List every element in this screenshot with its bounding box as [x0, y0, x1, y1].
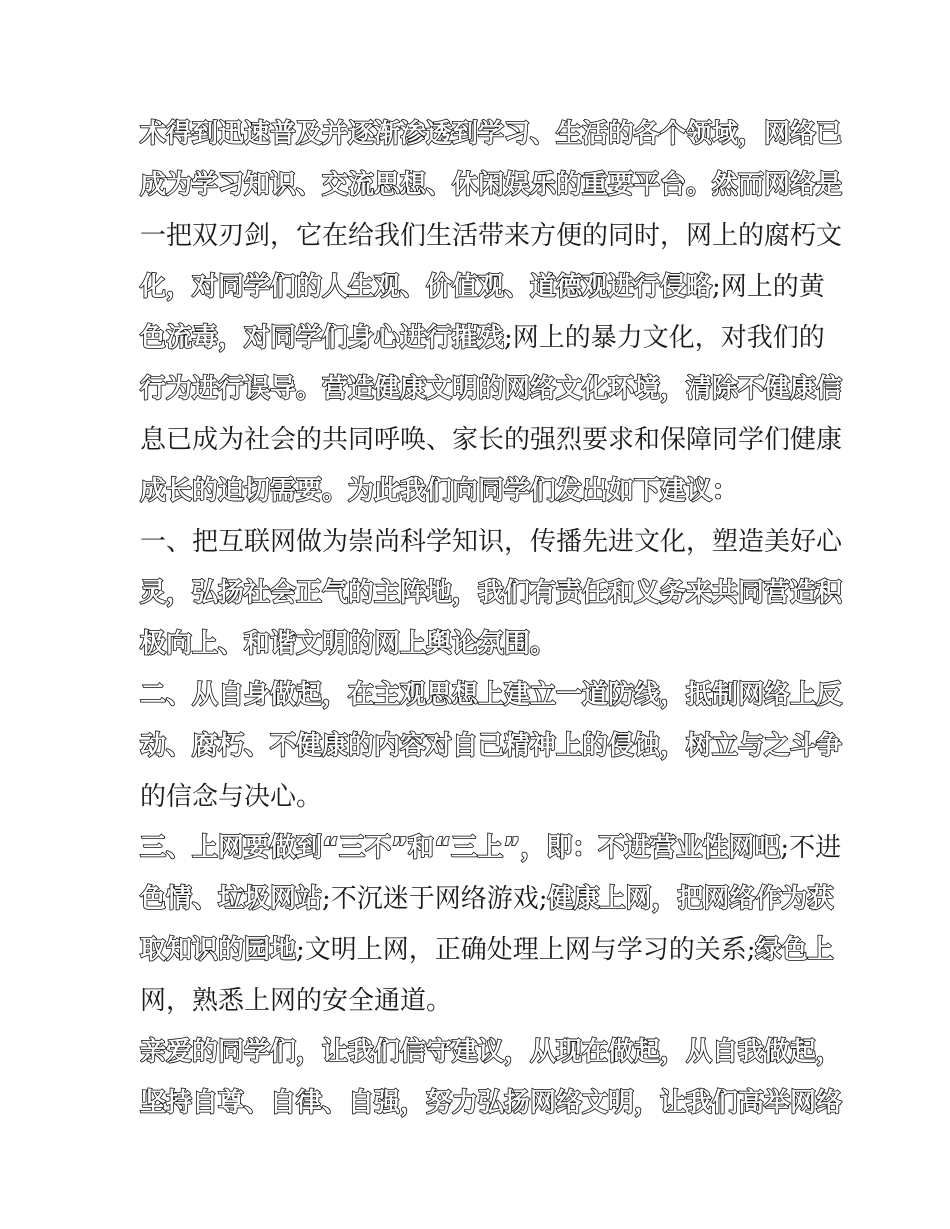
text-segment: ;不沉迷于网络游戏;	[322, 884, 548, 914]
document-body	[140, 109, 843, 1129]
text-segment: ;网上的暴力文化，对我们的	[504, 323, 825, 353]
text-segment: 三、上网要做到“三不”和“三上”，即：不进营业性网吧	[140, 833, 781, 863]
text-line	[140, 721, 843, 772]
text-line	[140, 619, 812, 670]
text-line	[140, 976, 812, 1027]
text-segment: 绿色上	[755, 935, 834, 965]
text-segment: 极向上、和谐文明的网上舆论氛围。	[140, 629, 557, 659]
text-line	[140, 823, 842, 874]
text-line	[140, 262, 825, 313]
text-segment: 化，对同学们的人生观、价值观、道德观进行侵略	[140, 272, 713, 302]
text-line	[140, 670, 843, 721]
text-line	[140, 415, 843, 466]
text-segment: 一把双刃剑，它在给我们生活带来方便的同时，网上的腐朽文	[140, 221, 843, 251]
text-line	[140, 1027, 843, 1078]
text-line	[140, 109, 843, 160]
text-segment: 坚持自尊、自律、自强，努力弘扬网络文明，让我们高举网络	[140, 1088, 843, 1118]
text-segment: ;文明上网，正确处理上网与学习的关系;	[296, 935, 756, 965]
text-line	[140, 1078, 843, 1129]
text-segment: ;网上的黄	[712, 272, 825, 302]
text-segment: 灵，弘扬社会正气的主阵地，我们有责任和义务来共同营造积	[140, 578, 843, 608]
text-segment: 成为学习知识、交流思想、休闲娱乐的重要平台。然而网络是	[140, 170, 843, 200]
text-segment: 一、把互联网做为崇尚科学知识，传播先进文化，塑造美好心	[140, 527, 843, 557]
text-segment: 行为进行误导。营造健康文明的网络文化环境，清除不健康信	[140, 374, 843, 404]
text-segment: 息已成为社会的共同呼唤、家长的强烈要求和保障同学们健康	[140, 425, 843, 455]
text-line	[140, 364, 843, 415]
text-line	[140, 160, 843, 211]
text-segment: 动、腐朽、不健康的内容对自己精神上的侵蚀，树立与之斗争	[140, 731, 843, 761]
text-line	[140, 517, 843, 568]
text-segment: 二、从自身做起，在主观思想上建立一道防线，抵制网络上反	[140, 680, 843, 710]
text-line	[140, 313, 825, 364]
text-segment: 色流毒，对同学们身心进行摧残	[140, 323, 505, 353]
text-segment: 色情、垃圾网站	[140, 884, 323, 914]
text-line	[140, 568, 843, 619]
text-segment: 术得到迅速普及并逐渐渗透到学习、生活的各个领域，网络已	[140, 119, 843, 149]
text-segment: 亲爱的同学们，让我们信守建议，从现在做起，从自我做起，	[140, 1037, 843, 1067]
text-segment: 成长的迫切需要。为此我们向同学们发出如下建议：	[140, 476, 739, 506]
text-line	[140, 466, 812, 517]
text-line	[140, 925, 834, 976]
text-line	[140, 211, 843, 262]
text-segment: 健康上网，把网络作为获	[547, 884, 834, 914]
text-segment: ;不进	[780, 833, 842, 863]
text-line	[140, 874, 834, 925]
text-segment: 的信念与决心。	[140, 782, 323, 812]
text-line	[140, 772, 812, 823]
text-segment: 网，熟悉上网的安全通道。	[140, 986, 453, 1016]
text-segment: 取知识的园地	[140, 935, 297, 965]
